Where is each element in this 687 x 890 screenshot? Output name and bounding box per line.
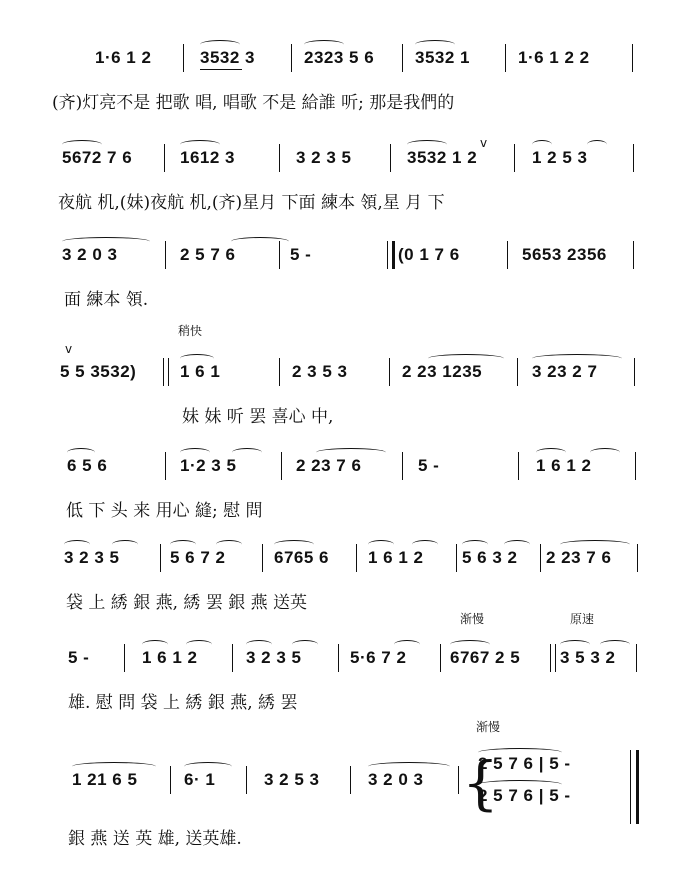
barline	[356, 544, 357, 572]
barline	[279, 241, 280, 269]
slur	[186, 640, 212, 649]
barline	[392, 241, 395, 269]
slur	[232, 448, 262, 457]
measure: 3532 1 2	[407, 148, 478, 167]
measure: 3532 3	[200, 48, 255, 67]
barline	[540, 544, 541, 572]
measure: 5 5 3532)	[60, 362, 137, 381]
barline	[164, 144, 165, 172]
measure: 3 2 3 5	[64, 548, 120, 567]
measure: 5653 2356	[522, 245, 607, 264]
notation-row	[0, 237, 687, 273]
measure: 1 6 1 2	[536, 456, 592, 475]
measure: 6765 6	[274, 548, 329, 567]
barline	[350, 766, 351, 794]
slur	[478, 748, 562, 757]
measure: (0 1 7 6	[398, 245, 460, 264]
barline	[518, 452, 519, 480]
measure: 5672 7 6	[62, 148, 133, 167]
slur	[368, 762, 450, 771]
slur	[292, 640, 318, 649]
measure: 2 23 1235	[402, 362, 483, 381]
tempo-marking: 稍快	[178, 324, 203, 338]
barline	[232, 644, 233, 672]
barline	[632, 44, 633, 72]
barline	[165, 241, 166, 269]
notation-row	[0, 40, 687, 76]
slur	[415, 40, 455, 49]
slur	[600, 640, 630, 649]
slur	[504, 540, 530, 549]
slur	[142, 640, 168, 649]
measure: 6· 1	[184, 770, 216, 789]
measure: 5 6 7 2	[170, 548, 226, 567]
beam	[200, 69, 242, 70]
slur	[450, 640, 490, 649]
tempo-marking: 渐慢	[476, 720, 501, 734]
measure: 5 6 3 2	[462, 548, 518, 567]
slur	[587, 140, 607, 149]
slur	[180, 140, 220, 149]
barline	[440, 644, 441, 672]
barline	[630, 750, 631, 824]
barline	[281, 452, 282, 480]
measure: 1612 3	[180, 148, 235, 167]
slur	[216, 540, 242, 549]
slur	[246, 640, 272, 649]
slur	[62, 237, 150, 246]
slur	[560, 540, 630, 549]
barline	[514, 144, 515, 172]
lyrics-line: 妹 妹 听 罢 喜心 中,	[182, 407, 334, 427]
slur	[180, 354, 214, 363]
slur	[532, 140, 552, 149]
slur	[180, 448, 210, 457]
measure: 1 21 6 5	[72, 770, 138, 789]
barline	[165, 452, 166, 480]
measure: 2 5 7 6	[180, 245, 236, 264]
measure: 3 2 3 5	[246, 648, 302, 667]
barline	[505, 44, 506, 72]
lyrics-line: 雄. 慰 問 袋 上 綉 銀 燕, 綉 罢	[68, 693, 298, 713]
measure: 5 -	[418, 456, 440, 475]
measure: 5·6 7 2	[350, 648, 407, 667]
barline	[633, 144, 634, 172]
measure: 6 5 6	[67, 456, 108, 475]
slur	[304, 40, 344, 49]
slur	[62, 140, 102, 149]
barline	[168, 358, 169, 386]
measure: 1·6 1 2	[95, 48, 152, 67]
slur	[532, 354, 622, 363]
lyrics-line: 袋 上 綉 銀 燕, 綉 罢 銀 燕 送英	[66, 593, 308, 613]
measure: 2 5 7 6 | 5 -	[478, 786, 571, 805]
measure: 1 6 1 2	[142, 648, 198, 667]
barline	[390, 144, 391, 172]
slur	[231, 237, 289, 246]
lyrics-line: (齐)灯亮不是 把歌 唱, 唱歌 不是 給誰 听; 那是我們的	[52, 93, 455, 113]
barline	[402, 44, 403, 72]
measure: 1 6 1	[180, 362, 221, 381]
measure: 2 23 7 6	[296, 456, 362, 475]
barline	[402, 452, 403, 480]
barline	[634, 358, 635, 386]
slur	[316, 448, 386, 457]
measure: 3532 1	[415, 48, 470, 67]
notation-row	[0, 354, 687, 390]
measure: 3 2 5 3	[264, 770, 320, 789]
barline	[163, 358, 164, 386]
measure: 1 6 1 2	[368, 548, 424, 567]
slur	[536, 448, 566, 457]
barline	[636, 644, 637, 672]
barline	[636, 750, 639, 824]
measure: 6767 2 5	[450, 648, 521, 667]
tempo-marking: 原速	[570, 612, 595, 626]
measure: 3 2 0 3	[62, 245, 118, 264]
barline	[633, 241, 634, 269]
slur	[200, 40, 240, 49]
slur	[560, 640, 590, 649]
barline	[279, 358, 280, 386]
system-brace: {	[462, 749, 499, 817]
barline	[456, 544, 457, 572]
barline	[262, 544, 263, 572]
barline	[550, 644, 551, 672]
slur	[428, 354, 504, 363]
slur	[368, 540, 394, 549]
measure: 2 3 5 3	[292, 362, 348, 381]
measure: 3 23 2 7	[532, 362, 598, 381]
measure: 3 5 3 2	[560, 648, 616, 667]
barline	[279, 144, 280, 172]
barline	[517, 358, 518, 386]
breath-mark: v	[480, 136, 488, 150]
measure: 1·2 3 5	[180, 456, 237, 475]
notation-row	[0, 136, 687, 176]
slur	[64, 540, 90, 549]
notation-row	[0, 640, 687, 676]
slur	[67, 448, 95, 457]
barline	[124, 644, 125, 672]
notation-row	[0, 540, 687, 576]
lyrics-line: 低 下 头 来 用心 縫; 慰 問	[66, 501, 263, 521]
barline	[458, 766, 459, 794]
slur	[170, 540, 196, 549]
measure: 5 -	[290, 245, 312, 264]
barline	[338, 644, 339, 672]
slur	[184, 762, 232, 771]
measure: 2 5 7 6 | 5 -	[478, 754, 571, 773]
lyrics-line: 面 練本 領.	[64, 290, 149, 310]
barline	[387, 241, 388, 269]
barline	[160, 544, 161, 572]
notation-row	[0, 448, 687, 484]
measure: 2323 5 6	[304, 48, 375, 67]
barline	[635, 452, 636, 480]
barline	[389, 358, 390, 386]
measure: 1 2 5 3	[532, 148, 588, 167]
slur	[394, 640, 420, 649]
barline	[183, 44, 184, 72]
measure: 3 2 0 3	[368, 770, 424, 789]
slur	[462, 540, 488, 549]
barline	[170, 766, 171, 794]
notation-row	[0, 749, 687, 817]
measure: 1·6 1 2 2	[518, 48, 590, 67]
lyrics-line: 銀 燕 送 英 雄, 送英雄.	[68, 829, 242, 849]
barline	[555, 644, 556, 672]
barline	[637, 544, 638, 572]
measure: 5 -	[68, 648, 90, 667]
measure: 3 2 3 5	[296, 148, 352, 167]
measure: 2 23 7 6	[546, 548, 612, 567]
breath-mark: v	[65, 342, 73, 356]
slur	[478, 780, 562, 789]
slur	[72, 762, 156, 771]
barline	[507, 241, 508, 269]
barline	[246, 766, 247, 794]
slur	[590, 448, 620, 457]
slur	[407, 140, 447, 149]
barline	[291, 44, 292, 72]
lyrics-line: 夜航 机,(妹)夜航 机,(齐)星月 下面 練本 領,星 月 下	[58, 193, 445, 213]
slur	[112, 540, 138, 549]
tempo-marking: 渐慢	[460, 612, 485, 626]
slur	[274, 540, 314, 549]
slur	[412, 540, 438, 549]
